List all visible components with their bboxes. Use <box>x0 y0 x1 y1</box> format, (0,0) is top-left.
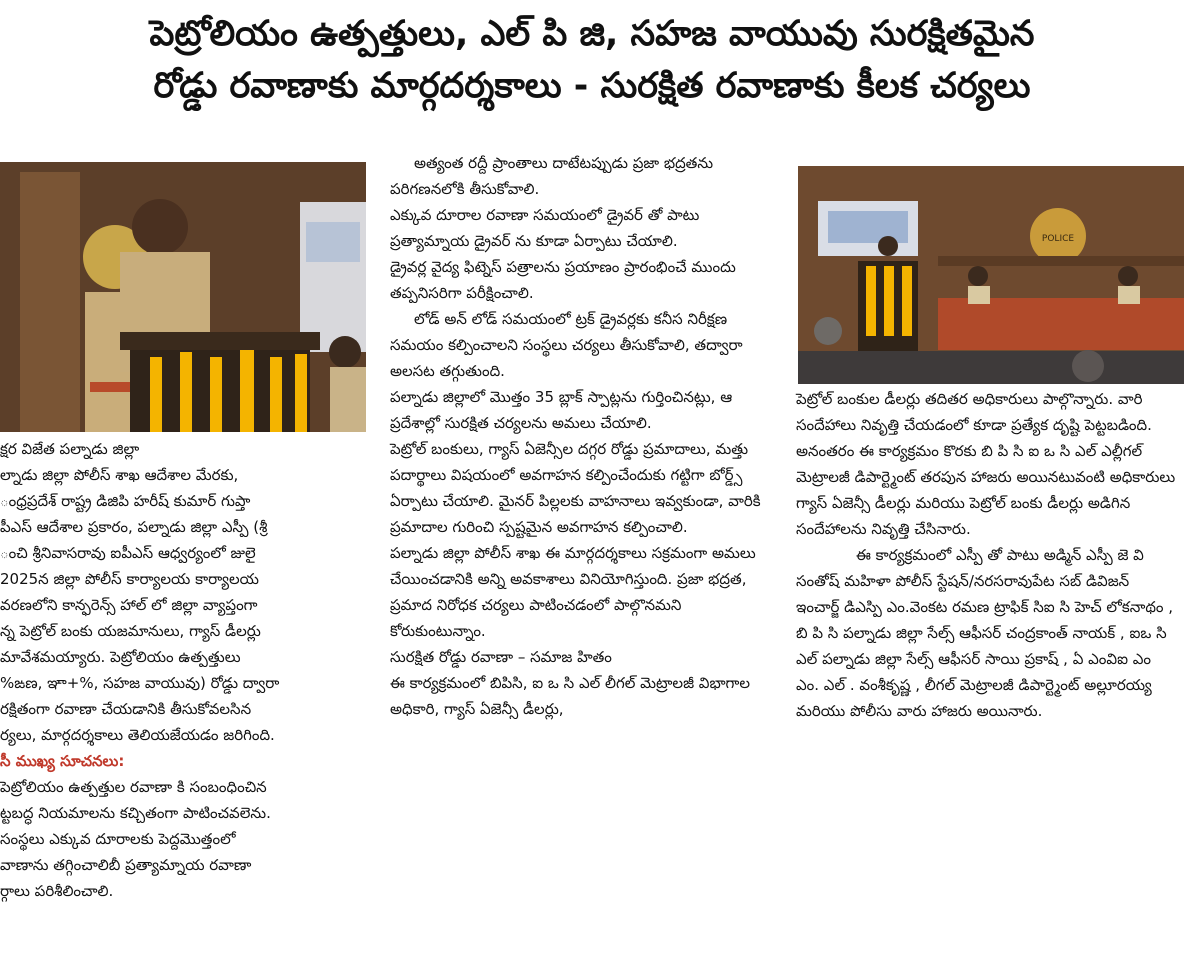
para-line: పీఎస్ ఆదేశాల ప్రకారం, పల్నాడు జిల్లా ఎస్పీ (శ్రీ <box>0 518 268 536</box>
paragraph: ఎక్కువ దూరాల రవాణా సమయంలో డ్రైవర్ తో పాటు ప్రత్యామ్నాయ డ్రైవర్ ను కూడా ఏర్పాటు చేయాలి. <box>390 206 700 250</box>
paragraph: ఈ కార్యక్రమంలో బిపిసి, ఐ ఒ సి ఎల్ లీగల్ మెట్రాలజీ విభాగాల అధికారి, గ్యాస్ ఏజెన్సీ డీలర్లు, <box>390 674 750 718</box>
para-line: వరణలోని కాన్ఫరెన్స్ హాల్ లో జిల్లా వ్యాప్తంగా <box>0 596 258 614</box>
paragraph: పల్నాడు జిల్లాలో మొత్తం 35 బ్లాక్ స్పాట్లను గుర్తించినట్లు, ఆ ప్రదేశాల్లో సురక్షిత చర్యలను అమలు చేయాలి. <box>390 388 733 432</box>
photo-hall-illustration <box>798 166 1184 384</box>
paragraph: అనంతరం ఈ కార్యక్రమం కొరకు బి పి సి ఐ ఒ సి ఎల్ ఎల్లీగల్ మెట్రాలజీ డిపార్ట్మెంట్ తరపున హాజరు అయినటువంటి అధికారులు గ్యాస్ ఏజెన్సీ డీలర్లు మరియు పెట్రోల్ బంకు డీలర్లు అడిగిన సందేహాలను నివృత్తి చేసినారు. <box>796 442 1176 538</box>
paragraph: లోడ్ అన్ లోడ్ సమయంలో ట్రక్ డ్రైవర్లకు కనీస నిరీక్షణ సమయం కల్పించాలని సంస్థలు చర్యలు తీసుకోవాలి, తద్వారా అలసట తగ్గుతుంది. <box>390 310 743 380</box>
para-line: పెట్రోలియం ఉత్పత్తుల రవాణా కి సంబంధించిన <box>0 778 267 796</box>
section-title: సురక్షిత రోడ్డు రవాణా – సమాజ హితం <box>390 648 612 666</box>
para-line: ంచి శ్రీనివాసరావు ఐపీఎస్ ఆధ్వర్యంలో జులై <box>0 544 256 562</box>
para-line: సంస్థలు ఎక్కువ దూరాలకు పెద్దమొత్తంలో <box>0 830 236 848</box>
headline-line-2: రోడ్డు రవాణాకు మార్గదర్శకాలు - సురక్షిత రవాణాకు కీలక చర్యలు <box>153 66 1031 106</box>
column-3-text <box>796 386 1176 724</box>
paragraph: ఈ కార్యక్రమంలో ఎస్పీ తో పాటు అడ్మిన్ ఎస్పీ జె వి సంతోష్ మహిళా పోలీస్ స్టేషన్/నరసరావుపేట సబ్ డివిజన్ ఇంచార్జ్ డిఎస్పి ఎం.వెంకట రమణ ట్రాఫిక్ సిఐ సి హెచ్ లోకనాథం , బి పి సి పల్నాడు జిల్లా సేల్స్ ఆఫీసర్ చంద్రకాంత్ నాయక్ , ఐఒ సి ఎల్ పల్నాడు జిల్లా సేల్స్ ఆఫీసర్ సాయి ప్రకాష్ , ఏ ఎంవిఐ ఎం ఎం. ఎల్ . వంశీకృష్ణ , లీగల్ మెట్రాలజీ డిపార్ట్మెంట్ అల్లూరయ్య మరియు పోలీసు వారు హాజరు అయినారు. <box>796 546 1174 720</box>
headline-line-1: పెట్రోలియం ఉత్పత్తులు, ఎల్ పి జి, సహజ వాయువు సురక్షితమైన <box>149 14 1035 54</box>
para-line: వాణాను తగ్గించాలిబీ ప్రత్యామ్నాయ రవాణా <box>0 856 252 874</box>
key-suggestions-heading: సీ ముఖ్య సూచనలు: <box>0 752 125 770</box>
emblem-text: POLICE <box>1041 234 1075 244</box>
column-2-text <box>390 150 772 722</box>
para-line: ల్నాడు జిల్లా పోలీస్ శాఖ ఆదేశాల మేరకు, <box>0 466 239 484</box>
para-line: ర్గాలు పరిశీలించాలి. <box>0 882 114 900</box>
column-1-text <box>0 436 368 904</box>
para-line: 2025న జిల్లా పోలీస్ కార్యాలయ కార్యాలయ <box>0 570 259 588</box>
para-line: ంధ్రప్రదేశ్ రాష్ట్ర డిజిపి హరీష్ కుమార్ గుప్తా <box>0 492 251 510</box>
caption: క్షర విజేత పల్నాడు జిల్లా <box>0 440 140 458</box>
paragraph: పెట్రోల్ బంకులు, గ్యాస్ ఏజెన్సీల దగ్గర రోడ్డు ప్రమాదాలు, మత్తు పదార్థాలు విషయంలో అవగాహన కల్పించేందుకు గట్టిగా బోర్డ్స్ ఏర్పాటు చేయాలి. మైనర్ పిల్లలకు వాహనాలు ఇవ్వకుండా, వారికి ప్రమాదాల గురించి స్పష్టమైన అవగాహన కల్పించాలి. <box>390 440 761 536</box>
paragraph: డ్రైవర్ల వైద్య ఫిట్నెస్ పత్రాలను ప్రయాణం ప్రారంభించే ముందు తప్పనిసరిగా పరీక్షించాలి. <box>390 258 736 302</box>
photo-conference-hall <box>798 166 1184 384</box>
para-line: మావేశమయ్యారు. పెట్రోలియం ఉత్పత్తులు <box>0 648 241 666</box>
para-line: రక్షితంగా రవాణా చేయడానికి తీసుకోవలసిన <box>0 700 252 718</box>
headline <box>0 8 1184 112</box>
photo-officer-illustration <box>0 162 366 432</box>
paragraph: పెట్రోల్ బంకుల డీలర్లు తదితర అధికారులు పాల్గొన్నారు. వారి సందేహాలు నివృత్తి చేయడంలో కూడా ప్రత్యేక దృష్టి పెట్టబడింది. <box>796 390 1152 434</box>
paragraph: అత్యంత రద్దీ ప్రాంతాలు దాటేటప్పుడు ప్రజా భద్రతను పరిగణనలోకి తీసుకోవాలి. <box>390 154 714 198</box>
para-line: ట్టబద్ధ నియమాలను కచ్చితంగా పాటించవలెను. <box>0 804 271 822</box>
para-line: న్న పెట్రోల్ బంకు యజమానులు, గ్యాస్ డీలర్లు <box>0 622 261 640</box>
para-line: ర్యలు, మార్గదర్శకాలు తెలియజేయడం జరిగింది. <box>0 726 275 744</box>
paragraph: పల్నాడు జిల్లా పోలీస్ శాఖ ఈ మార్గదర్శకాలు సక్రమంగా అమలు చేయించడానికి అన్ని అవకాశాలు వినియోగిస్తుంది. ప్రజా భద్రత, ప్రమాద నిరోధక చర్యలు పాటించడంలో పాల్గొనమని కోరుకుంటున్నాం. <box>390 544 756 640</box>
para-line: %ఙణ, ఞా+%, సహజ వాయువు) రోడ్డు ద్వారా <box>0 674 280 692</box>
photo-officer-at-podium <box>0 162 366 432</box>
